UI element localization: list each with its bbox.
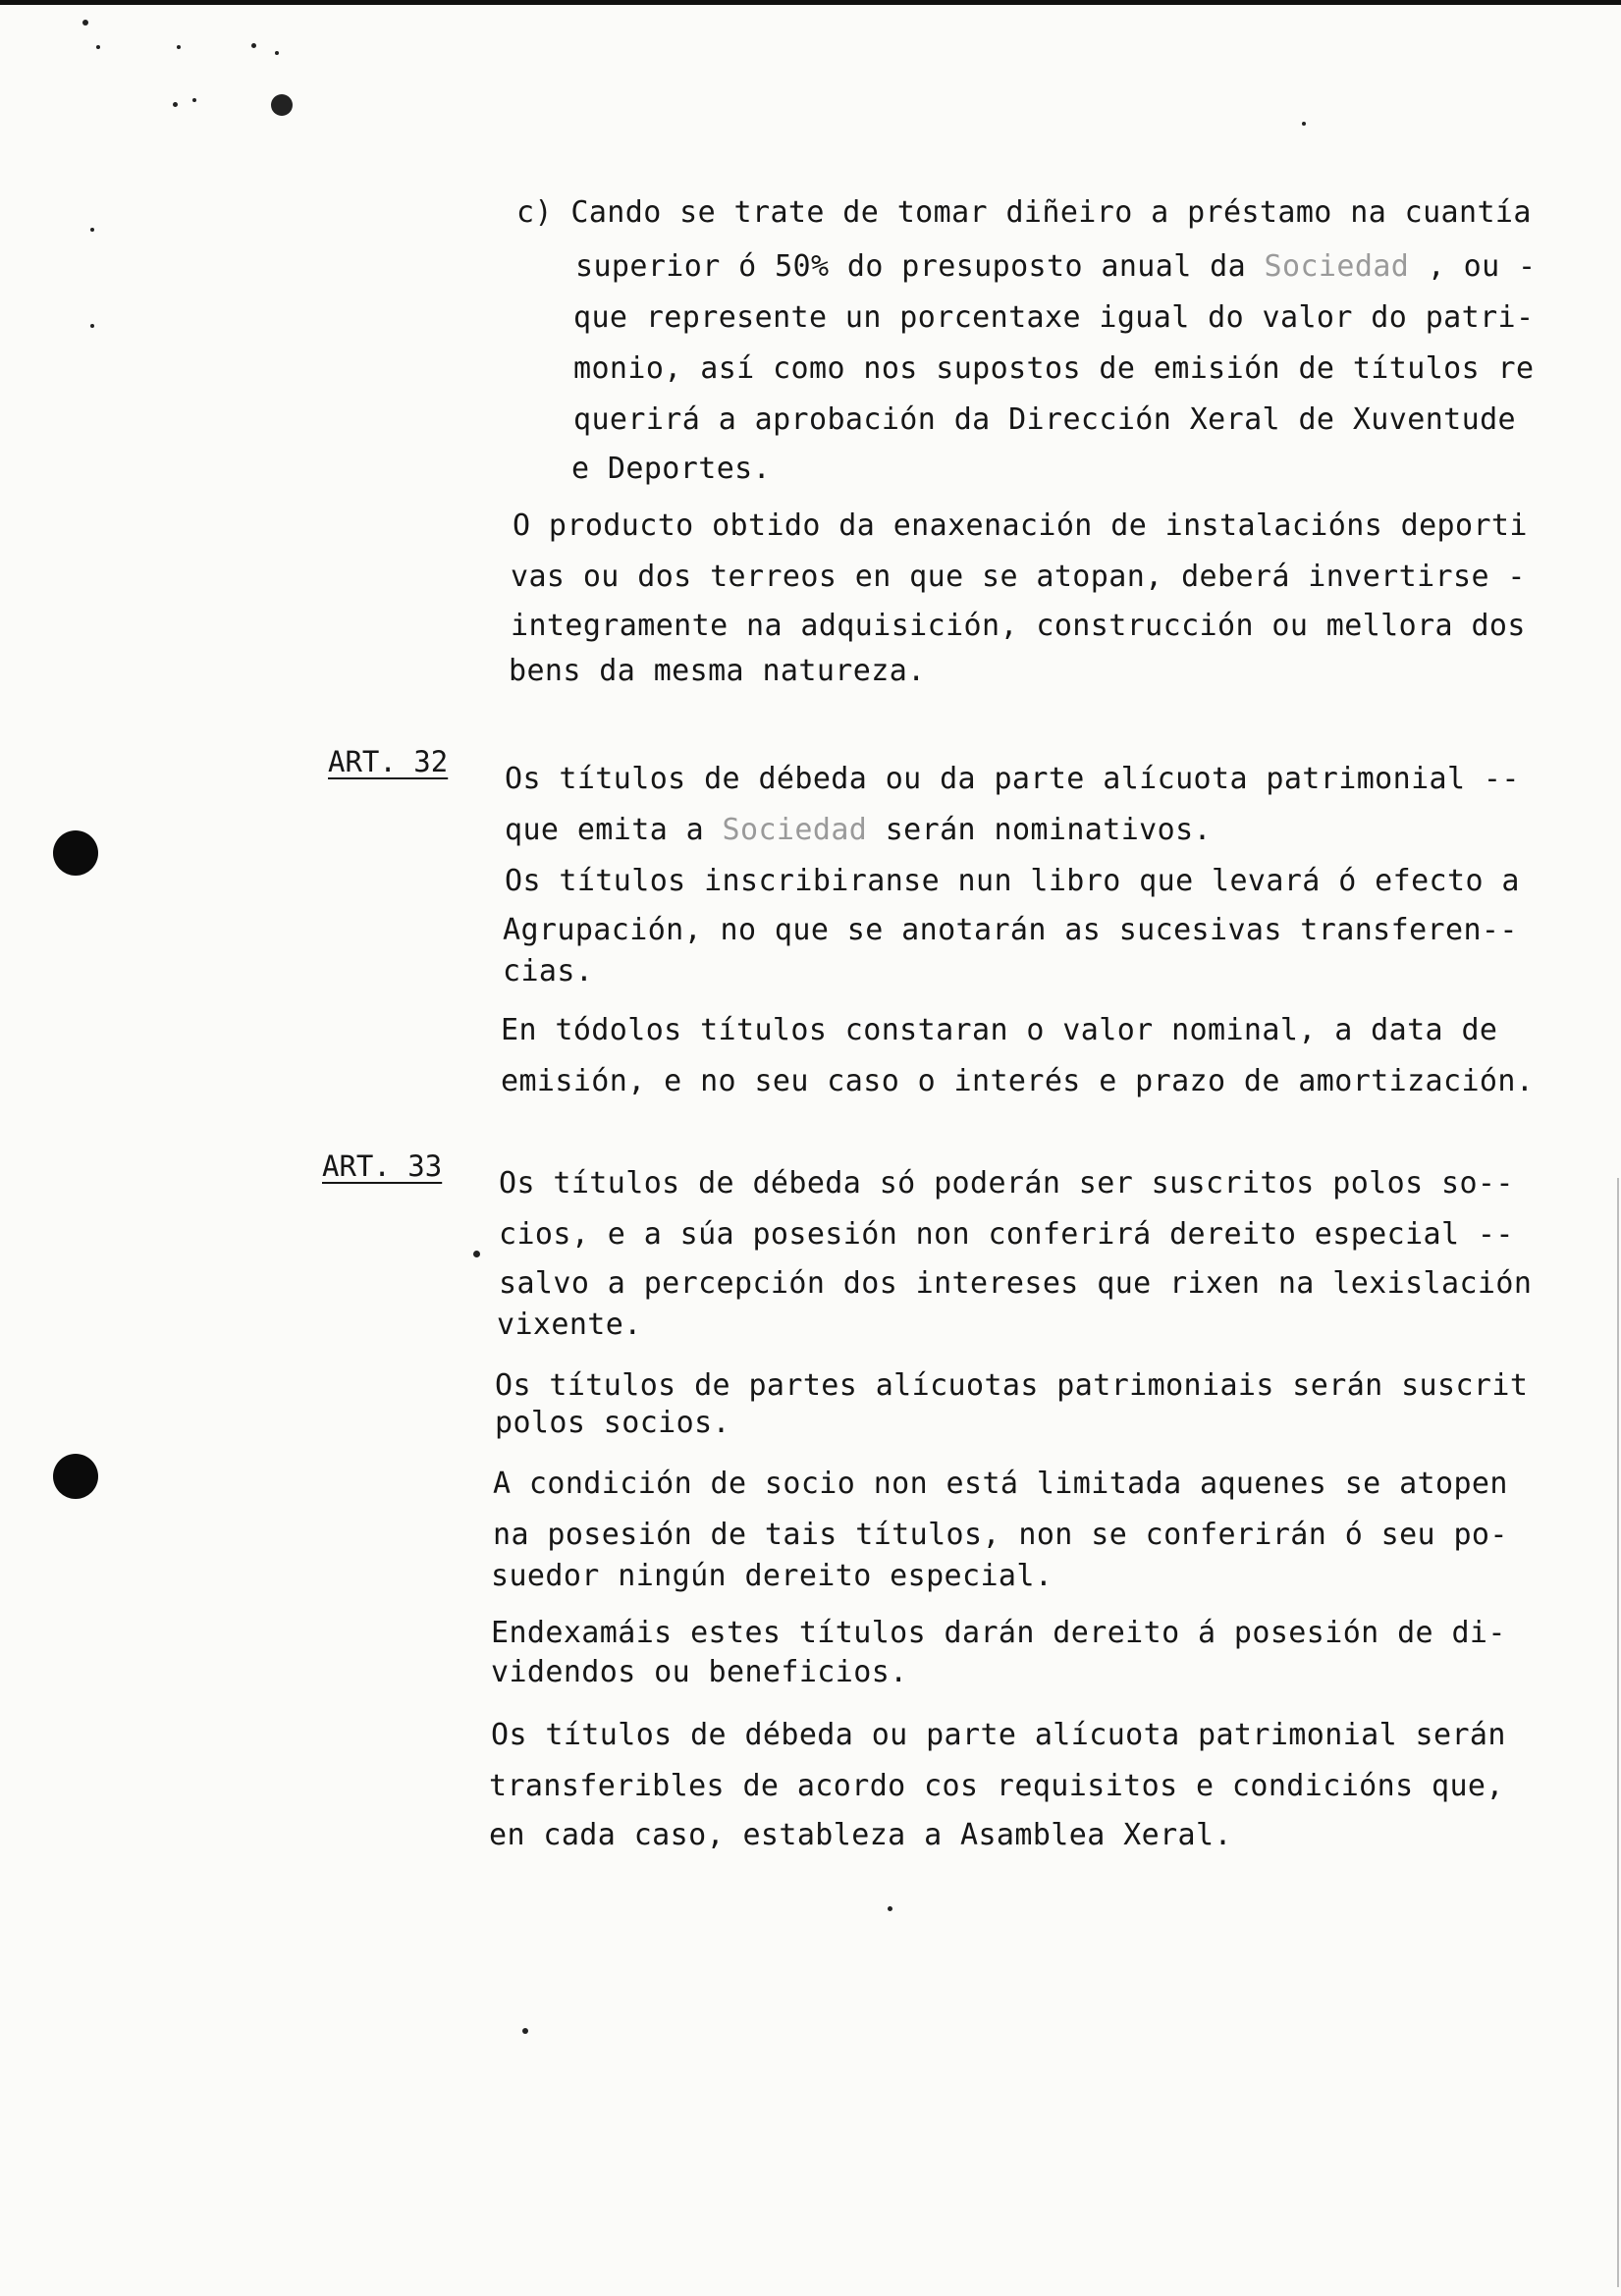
para-c-line: superior ó 50% do presuposto anual da Sociedad , ou - <box>575 249 1537 284</box>
article-33-line: en cada caso, estableza a Asamblea Xeral. <box>489 1818 1232 1852</box>
article-33-line: A condición de socio non está limitada aquenes se atopen <box>493 1467 1508 1501</box>
article-33-line: videndos ou beneficios. <box>491 1655 908 1689</box>
article-33-line: Endexamáis estes títulos darán dereito á posesión de di- <box>491 1616 1506 1650</box>
article-33-line: transferibles de acordo cos requisitos e condicións que, <box>489 1769 1504 1803</box>
scan-speck <box>1302 122 1306 126</box>
punch-hole-lower <box>53 1454 98 1499</box>
faded-word: Sociedad <box>722 813 868 847</box>
scan-top-edge <box>0 0 1621 5</box>
para-c-line: querirá a aprobación da Dirección Xeral de Xuventude <box>573 402 1516 437</box>
article-32-line: emisión, e no seu caso o interés e prazo de amortización. <box>501 1064 1535 1098</box>
para-producto-line: integramente na adquisición, construcción ou mellora dos <box>511 609 1526 643</box>
article-32-line: Agrupación, no que se anotarán as sucesivas transferen-- <box>503 913 1518 947</box>
article-33-line: suedor ningún dereito especial. <box>491 1559 1054 1593</box>
article-33-line: polos socios. <box>495 1406 730 1440</box>
scan-speck <box>192 98 196 102</box>
scan-speck <box>251 43 256 48</box>
para-c-line: e Deportes. <box>571 452 772 486</box>
scan-speck <box>90 324 94 328</box>
punch-hole-upper <box>53 830 98 876</box>
para-c-line: monio, así como nos supostos de emisión de títulos re <box>573 351 1535 386</box>
scan-speck <box>473 1251 480 1257</box>
article-32-line: cias. <box>503 954 594 988</box>
para-c-line: c) Cando se trate de tomar diñeiro a préstamo na cuantía <box>516 195 1532 230</box>
article-32-line: En tódolos títulos constaran o valor nominal, a data de <box>501 1013 1498 1047</box>
scan-speck <box>173 102 178 107</box>
article-33-line: vixente. <box>497 1308 642 1342</box>
article-33-line: Os títulos de débeda ou parte alícuota patrimonial serán <box>491 1718 1506 1752</box>
article-33-label: ART. 33 <box>322 1149 443 1183</box>
scan-speck <box>888 1906 892 1911</box>
scan-speck <box>96 45 100 49</box>
article-32-line: Os títulos inscribiranse nun libro que levará ó efecto a <box>505 864 1520 898</box>
article-33-line: na posesión de tais títulos, non se conferirán ó seu po- <box>493 1518 1508 1552</box>
article-32-line: que emita a Sociedad serán nominativos. <box>505 813 1213 847</box>
scan-speck <box>90 228 94 232</box>
scan-speck <box>271 94 293 116</box>
scan-speck <box>275 51 279 55</box>
article-33-line: Os títulos de débeda só poderán ser suscritos polos so-- <box>499 1166 1514 1201</box>
scan-speck <box>522 2028 528 2034</box>
article-32-line: Os títulos de débeda ou da parte alícuota patrimonial -- <box>505 762 1520 796</box>
para-producto-line: vas ou dos terreos en que se atopan, deberá invertirse - <box>511 560 1526 594</box>
article-33-line: cios, e a súa posesión non conferirá dereito especial -- <box>499 1217 1514 1252</box>
article-33-line: Os títulos de partes alícuotas patrimoniais serán suscrit <box>495 1368 1529 1403</box>
para-producto-line: O producto obtido da enaxenación de instalacións deporti <box>513 508 1528 543</box>
scan-right-edge <box>1617 1178 1619 2287</box>
article-32-label: ART. 32 <box>328 745 449 778</box>
scan-speck <box>82 20 88 26</box>
faded-word: Sociedad <box>1264 249 1410 284</box>
article-33-line: salvo a percepción dos intereses que rixen na lexislación <box>499 1266 1533 1301</box>
para-producto-line: bens da mesma natureza. <box>509 654 926 688</box>
scan-speck <box>177 45 181 49</box>
para-c-line: que represente un porcentaxe igual do valor do patri- <box>573 300 1535 335</box>
